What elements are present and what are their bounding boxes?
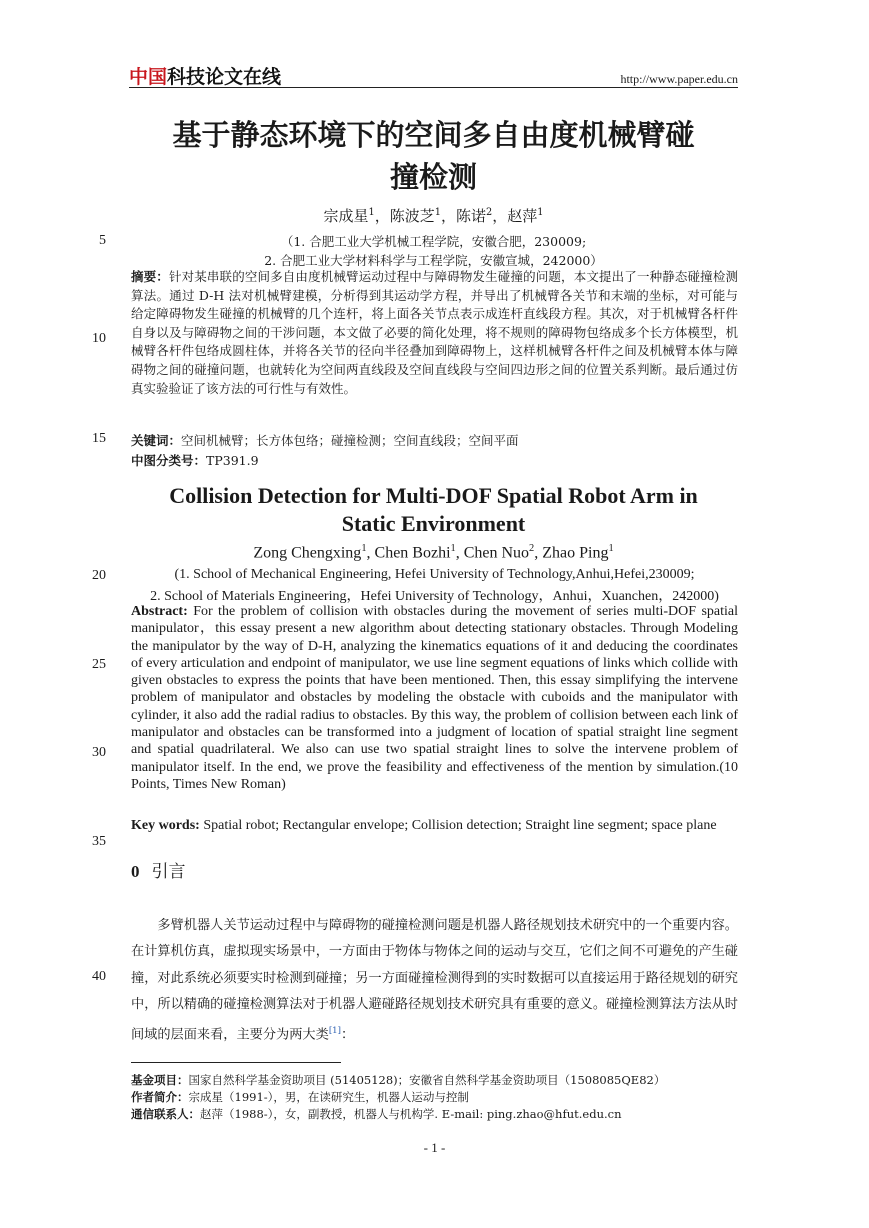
logo-text-black: 科技论文在线 <box>167 66 282 88</box>
classification-number <box>131 451 738 469</box>
title-english <box>129 482 738 538</box>
footnote-funding <box>131 1072 665 1088</box>
author-name: 宗成星 <box>323 207 369 225</box>
introduction-text: 多臂机器人关节运动过程中与障碍物的碰撞检测问题是机器人路径规划技术研究中的一个重要内容。在计算机仿真，虚拟现实场景中，一方面由于物体与物体之间的运动与交互，它们之间不可避免的产生碰撞，对此系统必须要实时检测到碰撞；另一方面碰撞检测得到的实时数据可以直接运用于路径规划的研究中，所以精确的碰撞检测算法对于机器人避碰路径规划技术研究具有重要的意义。碰撞检测算法方法从时间域的层面来看，主要分为两大类 <box>131 918 738 1043</box>
section-heading-introduction <box>131 857 186 882</box>
abstract-chinese-text: 针对某串联的空间多自由度机械臂运动过程中与障碍物发生碰撞的问题，本文提出了一种静态碰撞检测算法。通过 D-H 法对机械臂建模，分析得到其运动学方程，并导出了机械臂各关节和末端的坐标，对可能与给定障碍物发生碰撞的机械臂的几个连杆，将上面各关节点表示成连杆直线段方程。其次，对于机械臂各杆件自身以及与障碍物之间的干涉问题，本文做了必要的简化处理，将不规则的障碍物包络成多个长方体模型，机械臂各杆件包络成圆柱体，并将各关节的径向半径叠加到障碍物上，这样机械臂各杆件之间及机械臂本体与障碍物之间的碰撞问题，也就转化为空间两直线段及空间直线段与空间四边形之间的位置关系判断。最后通过仿真实验验证了该方法的可行性与有效性。 <box>131 269 738 396</box>
title-chinese-line1: 基于静态环境下的空间多自由度机械臂碰 <box>172 118 695 152</box>
authors-english: Zong Chengxing$^1$, Chen Bozhi$^1$, Chen Nuo$^2$, Zhao Ping$^1$ <box>253 543 614 562</box>
classification-label: 中图分类号： <box>131 453 207 468</box>
title-chinese <box>129 114 738 198</box>
header-divider <box>129 87 738 88</box>
affiliation-english-2: 2. School of Materials Engineering，Hefei University of Technology，Anhui，Xuanchen，242000) <box>150 589 719 604</box>
title-english-line1: Collision Detection for Multi-DOF Spatial Robot Arm in <box>169 483 698 508</box>
footnote-corresponding <box>131 1106 621 1122</box>
abstract-english <box>131 603 738 793</box>
title-english-line2: Static Environment <box>341 511 526 536</box>
line-number: 5 <box>99 233 106 248</box>
authors-chinese: 宗成星$^1$，陈波芝$^1$，陈诺$^2$，赵萍$^1$ <box>323 207 544 225</box>
keywords-chinese-label: 关键词： <box>131 433 182 448</box>
author-name: 陈诺 <box>456 207 487 225</box>
abstract-english-label: Abstract: <box>131 604 188 619</box>
abstract-english-text: For the problem of collision with obstacles during the movement of series multi-DOF spatial manipulator，this essay present a new algorithm about detecting stationary obstacles. Through Modeling the manipulator by the way of D-H, analyzing the kinematics equations of it and deducing the coordinates of every articulation and endpoint of manipulator, we use line segment equations of links which collide with given obstacles to express the points that have been mentioned. Then, this essay simplifying the intervene problem of manipulator and obstacles by modeling the obstacle with cuboids and the manipulator with cylinder, it also add the radial radius to obstacles. By this way, the problem of collision between each link of manipulator and obstacles can be transformed into a judgment of location of spatial straight line segment and spatial quadrilateral. We also can use two spatial straight lines to solve the intervene problem of manipulator itself. In the end, we prove the feasibility and effectiveness of the mention by simulation.(10 Points, Times New Roman) <box>131 604 739 792</box>
abstract-chinese-label: 摘要： <box>131 269 169 284</box>
line-number: 15 <box>92 431 106 446</box>
author-name: 赵萍 <box>507 207 538 225</box>
footnote-text: 国家自然科学基金资助项目 (51405128)；安徽省自然科学基金资助项目（1508085QE82） <box>188 1073 666 1087</box>
affiliation-english-1: (1. School of Mechanical Engineering, Hefei University of Technology,Anhui,Hefei,230009; <box>174 567 695 582</box>
line-number: 20 <box>92 568 106 583</box>
author-name: Chen Bozhi <box>374 544 451 562</box>
author-name: 陈波芝 <box>389 207 435 225</box>
page-number: - 1 - <box>423 1140 446 1155</box>
author-affil-marker: 1 <box>434 207 441 218</box>
author-affil-marker: 1 <box>361 543 367 554</box>
affiliation-chinese-2: 2. 合肥工业大学材料科学与工程学院，安徽宣城，242000） <box>264 253 603 268</box>
journal-logo <box>129 62 281 89</box>
line-number: 30 <box>92 745 106 760</box>
author-name: Zhao Ping <box>542 544 609 562</box>
author-name: Zong Chengxing <box>253 544 362 562</box>
author-affil-marker: 1 <box>537 207 544 218</box>
author-affil-marker: 2 <box>486 207 493 218</box>
classification-value: TP391.9 <box>206 453 259 468</box>
footnote-label: 基金项目： <box>131 1073 189 1087</box>
keywords-chinese-text: 空间机械臂；长方体包络；碰撞检测；空间直线段；空间平面 <box>181 433 519 448</box>
footnote-author-bio <box>131 1089 469 1105</box>
footnote-label: 通信联系人： <box>131 1107 200 1121</box>
abstract-chinese <box>131 268 738 398</box>
footnote-label: 作者简介： <box>131 1090 189 1104</box>
footnote-text: 宗成星（1991-），男，在读研究生，机器人运动与控制 <box>188 1090 469 1104</box>
citation-link[interactable]: [1] <box>328 1026 341 1037</box>
line-number: 40 <box>92 969 106 984</box>
header-url[interactable]: http://www.paper.edu.cn <box>620 72 738 86</box>
keywords-english-text: Spatial robot; Rectangular envelope; Collision detection; Straight line segment; space plane <box>203 818 717 833</box>
logo-text-red: 中国 <box>129 66 168 88</box>
keywords-english-label: Key words: <box>131 818 200 833</box>
affiliation-chinese-1: （1. 合肥工业大学机械工程学院，安徽合肥，230009; <box>280 234 587 249</box>
section-number: 0 <box>131 862 140 881</box>
keywords-chinese <box>131 431 738 449</box>
footnote-divider <box>131 1062 341 1063</box>
section-title: 引言 <box>151 862 186 882</box>
author-affil-marker: 2 <box>529 543 535 554</box>
line-number: 35 <box>92 834 106 849</box>
introduction-paragraph <box>131 913 738 1049</box>
line-number: 10 <box>92 331 106 346</box>
line-number: 25 <box>92 657 106 672</box>
title-chinese-line2: 撞检测 <box>389 160 477 194</box>
author-affil-marker: 1 <box>608 543 614 554</box>
author-affil-marker: 1 <box>450 543 456 554</box>
keywords-english <box>131 817 738 834</box>
author-affil-marker: 1 <box>368 207 375 218</box>
footnote-text: 赵萍（1988-），女，副教授，机器人与机构学. E-mail: ping.zhao@hfut.edu.cn <box>200 1107 622 1121</box>
introduction-text-end: ： <box>340 1027 355 1043</box>
author-name: Chen Nuo <box>463 544 530 562</box>
